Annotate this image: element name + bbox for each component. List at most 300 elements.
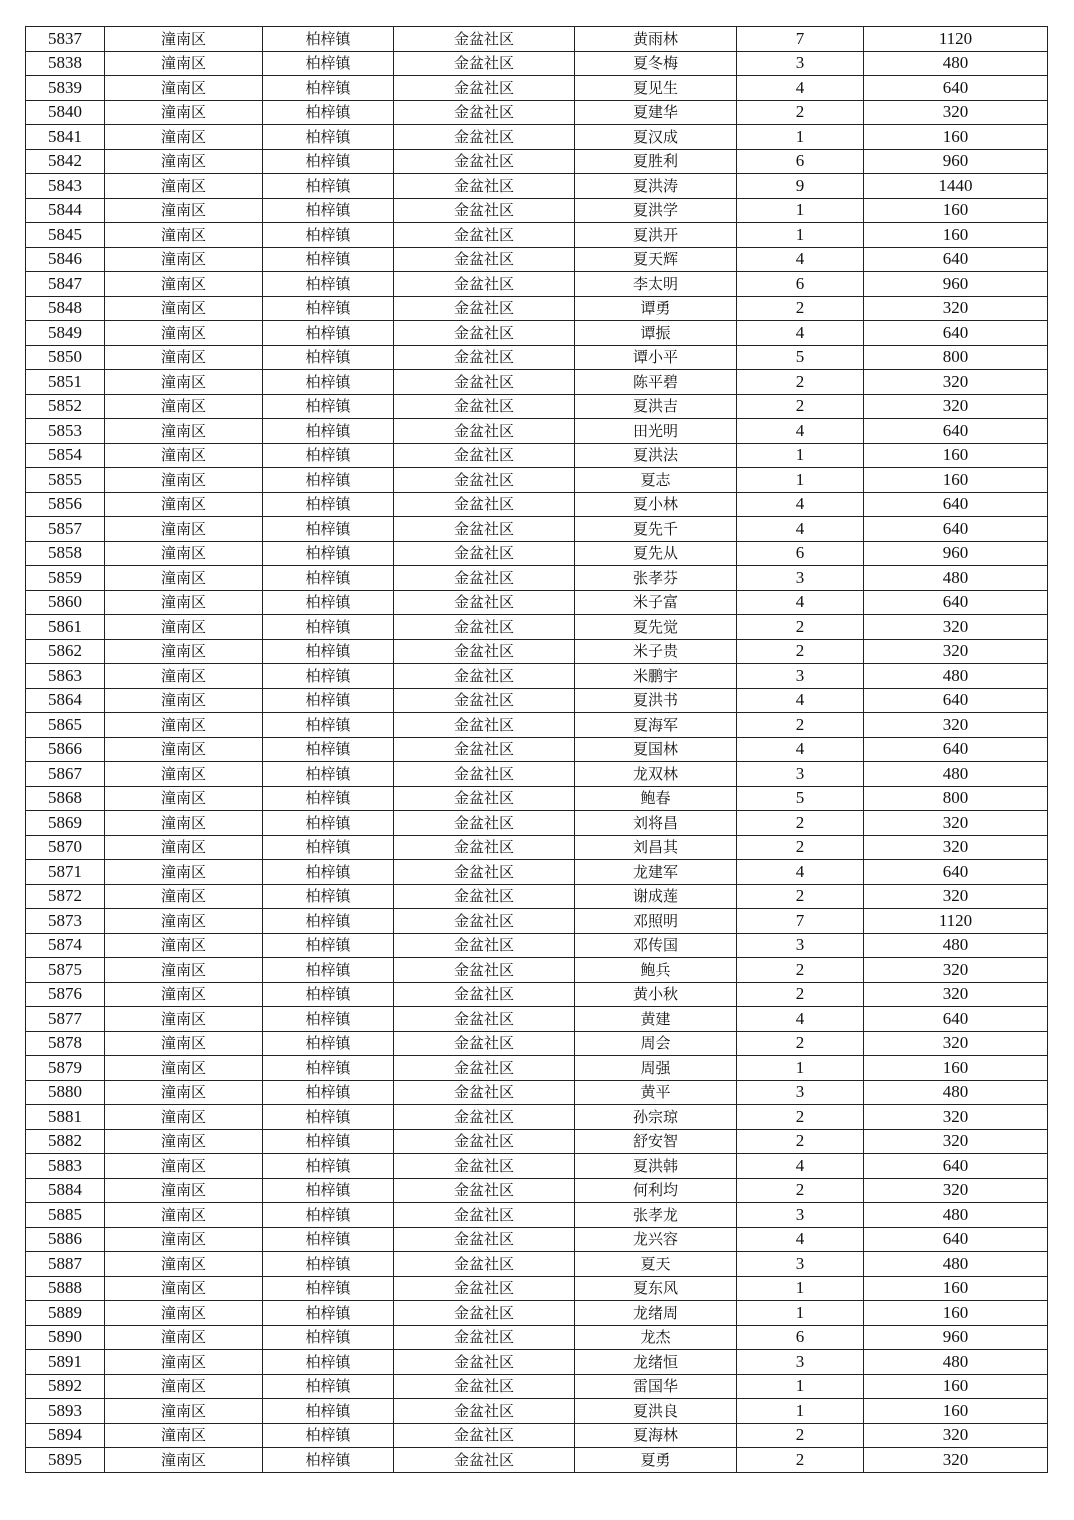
cell-district: 潼南区	[105, 590, 263, 615]
cell-seq: 5848	[26, 296, 105, 321]
cell-amount: 160	[864, 223, 1048, 248]
cell-persons: 1	[737, 125, 864, 150]
cell-persons: 2	[737, 1448, 864, 1473]
cell-town: 柏梓镇	[263, 1350, 394, 1375]
cell-amount: 640	[864, 1227, 1048, 1252]
cell-name: 舒安智	[575, 1129, 737, 1154]
table-row	[26, 492, 1048, 517]
cell-community: 金盆社区	[394, 909, 575, 934]
cell-name: 夏海军	[575, 713, 737, 738]
cell-amount: 640	[864, 737, 1048, 762]
cell-name: 夏洪学	[575, 198, 737, 223]
cell-town: 柏梓镇	[263, 1080, 394, 1105]
cell-community: 金盆社区	[394, 51, 575, 76]
cell-persons: 7	[737, 909, 864, 934]
cell-community: 金盆社区	[394, 664, 575, 689]
cell-persons: 2	[737, 982, 864, 1007]
cell-amount: 960	[864, 1325, 1048, 1350]
cell-name: 龙双林	[575, 762, 737, 787]
cell-town: 柏梓镇	[263, 664, 394, 689]
cell-district: 潼南区	[105, 468, 263, 493]
table-row	[26, 1154, 1048, 1179]
cell-persons: 4	[737, 860, 864, 885]
cell-seq: 5877	[26, 1007, 105, 1032]
cell-district: 潼南区	[105, 541, 263, 566]
table-row	[26, 1448, 1048, 1473]
cell-district: 潼南区	[105, 1203, 263, 1228]
table-row	[26, 737, 1048, 762]
cell-town: 柏梓镇	[263, 1325, 394, 1350]
cell-seq: 5884	[26, 1178, 105, 1203]
cell-town: 柏梓镇	[263, 811, 394, 836]
cell-seq: 5860	[26, 590, 105, 615]
cell-name: 黄雨林	[575, 27, 737, 52]
cell-district: 潼南区	[105, 443, 263, 468]
cell-amount: 320	[864, 1129, 1048, 1154]
table-row	[26, 884, 1048, 909]
cell-name: 夏洪吉	[575, 394, 737, 419]
cell-seq: 5837	[26, 27, 105, 52]
cell-seq: 5866	[26, 737, 105, 762]
cell-town: 柏梓镇	[263, 247, 394, 272]
cell-district: 潼南区	[105, 688, 263, 713]
cell-name: 夏胜利	[575, 149, 737, 174]
cell-name: 黄小秋	[575, 982, 737, 1007]
cell-district: 潼南区	[105, 1154, 263, 1179]
cell-community: 金盆社区	[394, 860, 575, 885]
cell-town: 柏梓镇	[263, 639, 394, 664]
cell-town: 柏梓镇	[263, 1178, 394, 1203]
cell-persons: 2	[737, 296, 864, 321]
cell-town: 柏梓镇	[263, 933, 394, 958]
cell-amount: 480	[864, 1350, 1048, 1375]
cell-community: 金盆社区	[394, 1350, 575, 1375]
cell-seq: 5850	[26, 345, 105, 370]
cell-seq: 5875	[26, 958, 105, 983]
cell-name: 黄平	[575, 1080, 737, 1105]
cell-name: 谢成莲	[575, 884, 737, 909]
cell-name: 黄建	[575, 1007, 737, 1032]
cell-name: 刘将昌	[575, 811, 737, 836]
cell-amount: 160	[864, 198, 1048, 223]
cell-amount: 480	[864, 1203, 1048, 1228]
cell-seq: 5867	[26, 762, 105, 787]
cell-town: 柏梓镇	[263, 1056, 394, 1081]
cell-town: 柏梓镇	[263, 296, 394, 321]
cell-district: 潼南区	[105, 615, 263, 640]
cell-town: 柏梓镇	[263, 1227, 394, 1252]
cell-persons: 2	[737, 713, 864, 738]
table-row	[26, 958, 1048, 983]
cell-amount: 640	[864, 419, 1048, 444]
cell-community: 金盆社区	[394, 100, 575, 125]
cell-seq: 5861	[26, 615, 105, 640]
cell-district: 潼南区	[105, 247, 263, 272]
cell-community: 金盆社区	[394, 1080, 575, 1105]
cell-community: 金盆社区	[394, 1007, 575, 1032]
cell-district: 潼南区	[105, 811, 263, 836]
cell-district: 潼南区	[105, 958, 263, 983]
cell-seq: 5885	[26, 1203, 105, 1228]
cell-name: 夏小林	[575, 492, 737, 517]
cell-district: 潼南区	[105, 419, 263, 444]
cell-persons: 2	[737, 100, 864, 125]
cell-seq: 5890	[26, 1325, 105, 1350]
cell-persons: 2	[737, 1031, 864, 1056]
cell-town: 柏梓镇	[263, 76, 394, 101]
cell-seq: 5856	[26, 492, 105, 517]
cell-seq: 5847	[26, 272, 105, 297]
table-row	[26, 247, 1048, 272]
cell-district: 潼南区	[105, 198, 263, 223]
cell-community: 金盆社区	[394, 737, 575, 762]
cell-name: 夏冬梅	[575, 51, 737, 76]
cell-persons: 4	[737, 1227, 864, 1252]
cell-persons: 2	[737, 1423, 864, 1448]
cell-district: 潼南区	[105, 321, 263, 346]
cell-persons: 4	[737, 247, 864, 272]
cell-town: 柏梓镇	[263, 272, 394, 297]
cell-seq: 5845	[26, 223, 105, 248]
cell-name: 夏天辉	[575, 247, 737, 272]
cell-persons: 1	[737, 198, 864, 223]
cell-community: 金盆社区	[394, 713, 575, 738]
cell-seq: 5895	[26, 1448, 105, 1473]
cell-amount: 640	[864, 1007, 1048, 1032]
cell-seq: 5873	[26, 909, 105, 934]
cell-name: 邓照明	[575, 909, 737, 934]
cell-community: 金盆社区	[394, 272, 575, 297]
cell-name: 周强	[575, 1056, 737, 1081]
cell-name: 孙宗琼	[575, 1105, 737, 1130]
document-table-container	[25, 26, 1047, 1473]
cell-amount: 480	[864, 566, 1048, 591]
cell-persons: 2	[737, 615, 864, 640]
cell-name: 夏海林	[575, 1423, 737, 1448]
cell-seq: 5886	[26, 1227, 105, 1252]
table-row	[26, 51, 1048, 76]
cell-community: 金盆社区	[394, 982, 575, 1007]
cell-community: 金盆社区	[394, 1129, 575, 1154]
cell-persons: 1	[737, 223, 864, 248]
table-row	[26, 933, 1048, 958]
cell-town: 柏梓镇	[263, 223, 394, 248]
cell-town: 柏梓镇	[263, 982, 394, 1007]
cell-town: 柏梓镇	[263, 884, 394, 909]
cell-town: 柏梓镇	[263, 590, 394, 615]
cell-seq: 5864	[26, 688, 105, 713]
cell-community: 金盆社区	[394, 370, 575, 395]
cell-amount: 800	[864, 345, 1048, 370]
cell-community: 金盆社区	[394, 1105, 575, 1130]
cell-name: 田光明	[575, 419, 737, 444]
cell-persons: 4	[737, 1007, 864, 1032]
cell-name: 谭勇	[575, 296, 737, 321]
cell-seq: 5893	[26, 1399, 105, 1424]
cell-name: 龙杰	[575, 1325, 737, 1350]
cell-name: 夏东风	[575, 1276, 737, 1301]
cell-persons: 3	[737, 51, 864, 76]
cell-seq: 5894	[26, 1423, 105, 1448]
cell-name: 夏见生	[575, 76, 737, 101]
cell-name: 龙绪恒	[575, 1350, 737, 1375]
table-row	[26, 541, 1048, 566]
cell-town: 柏梓镇	[263, 517, 394, 542]
cell-district: 潼南区	[105, 737, 263, 762]
cell-name: 李太明	[575, 272, 737, 297]
cell-amount: 640	[864, 590, 1048, 615]
table-row	[26, 566, 1048, 591]
cell-name: 何利均	[575, 1178, 737, 1203]
cell-persons: 2	[737, 884, 864, 909]
cell-amount: 640	[864, 860, 1048, 885]
cell-seq: 5880	[26, 1080, 105, 1105]
cell-town: 柏梓镇	[263, 394, 394, 419]
cell-seq: 5840	[26, 100, 105, 125]
cell-district: 潼南区	[105, 1129, 263, 1154]
cell-seq: 5869	[26, 811, 105, 836]
cell-persons: 7	[737, 27, 864, 52]
cell-amount: 320	[864, 615, 1048, 640]
table-row	[26, 345, 1048, 370]
cell-seq: 5854	[26, 443, 105, 468]
cell-amount: 1440	[864, 174, 1048, 199]
cell-community: 金盆社区	[394, 27, 575, 52]
table-row	[26, 1301, 1048, 1326]
cell-district: 潼南区	[105, 1374, 263, 1399]
cell-seq: 5879	[26, 1056, 105, 1081]
cell-community: 金盆社区	[394, 590, 575, 615]
cell-seq: 5849	[26, 321, 105, 346]
cell-seq: 5865	[26, 713, 105, 738]
cell-town: 柏梓镇	[263, 1129, 394, 1154]
cell-amount: 320	[864, 1423, 1048, 1448]
table-row	[26, 1105, 1048, 1130]
cell-persons: 3	[737, 664, 864, 689]
table-row	[26, 1374, 1048, 1399]
table-row	[26, 1007, 1048, 1032]
cell-seq: 5889	[26, 1301, 105, 1326]
cell-district: 潼南区	[105, 100, 263, 125]
cell-persons: 6	[737, 541, 864, 566]
cell-seq: 5868	[26, 786, 105, 811]
cell-community: 金盆社区	[394, 1178, 575, 1203]
cell-town: 柏梓镇	[263, 1154, 394, 1179]
cell-name: 谭振	[575, 321, 737, 346]
cell-community: 金盆社区	[394, 1227, 575, 1252]
cell-community: 金盆社区	[394, 688, 575, 713]
cell-district: 潼南区	[105, 1301, 263, 1326]
table-row	[26, 860, 1048, 885]
cell-district: 潼南区	[105, 1056, 263, 1081]
table-row	[26, 321, 1048, 346]
cell-persons: 3	[737, 1080, 864, 1105]
table-row	[26, 1080, 1048, 1105]
cell-amount: 320	[864, 1448, 1048, 1473]
cell-amount: 960	[864, 272, 1048, 297]
cell-district: 潼南区	[105, 860, 263, 885]
cell-district: 潼南区	[105, 51, 263, 76]
cell-district: 潼南区	[105, 639, 263, 664]
cell-amount: 320	[864, 958, 1048, 983]
cell-persons: 1	[737, 1374, 864, 1399]
cell-district: 潼南区	[105, 174, 263, 199]
cell-town: 柏梓镇	[263, 958, 394, 983]
cell-persons: 6	[737, 272, 864, 297]
cell-community: 金盆社区	[394, 1325, 575, 1350]
cell-persons: 2	[737, 811, 864, 836]
cell-amount: 160	[864, 1276, 1048, 1301]
cell-seq: 5870	[26, 835, 105, 860]
cell-community: 金盆社区	[394, 419, 575, 444]
cell-community: 金盆社区	[394, 174, 575, 199]
cell-name: 龙建军	[575, 860, 737, 885]
cell-persons: 3	[737, 1252, 864, 1277]
table-row	[26, 272, 1048, 297]
cell-town: 柏梓镇	[263, 1423, 394, 1448]
cell-amount: 320	[864, 811, 1048, 836]
cell-name: 邓传国	[575, 933, 737, 958]
cell-community: 金盆社区	[394, 443, 575, 468]
cell-amount: 160	[864, 1301, 1048, 1326]
cell-seq: 5888	[26, 1276, 105, 1301]
cell-seq: 5892	[26, 1374, 105, 1399]
cell-town: 柏梓镇	[263, 860, 394, 885]
cell-town: 柏梓镇	[263, 1031, 394, 1056]
cell-persons: 2	[737, 1105, 864, 1130]
cell-name: 夏汉成	[575, 125, 737, 150]
cell-amount: 320	[864, 884, 1048, 909]
cell-amount: 480	[864, 51, 1048, 76]
cell-persons: 6	[737, 149, 864, 174]
cell-district: 潼南区	[105, 1399, 263, 1424]
cell-community: 金盆社区	[394, 811, 575, 836]
cell-seq: 5862	[26, 639, 105, 664]
cell-amount: 320	[864, 713, 1048, 738]
cell-district: 潼南区	[105, 835, 263, 860]
table-row	[26, 1276, 1048, 1301]
cell-community: 金盆社区	[394, 1448, 575, 1473]
cell-town: 柏梓镇	[263, 762, 394, 787]
cell-seq: 5872	[26, 884, 105, 909]
cell-town: 柏梓镇	[263, 615, 394, 640]
cell-community: 金盆社区	[394, 492, 575, 517]
cell-town: 柏梓镇	[263, 443, 394, 468]
cell-district: 潼南区	[105, 76, 263, 101]
cell-town: 柏梓镇	[263, 566, 394, 591]
cell-town: 柏梓镇	[263, 909, 394, 934]
cell-amount: 320	[864, 982, 1048, 1007]
cell-community: 金盆社区	[394, 468, 575, 493]
cell-district: 潼南区	[105, 1325, 263, 1350]
cell-district: 潼南区	[105, 517, 263, 542]
table-row	[26, 982, 1048, 1007]
cell-community: 金盆社区	[394, 1423, 575, 1448]
cell-seq: 5887	[26, 1252, 105, 1277]
table-row	[26, 786, 1048, 811]
cell-district: 潼南区	[105, 933, 263, 958]
cell-community: 金盆社区	[394, 345, 575, 370]
cell-district: 潼南区	[105, 1080, 263, 1105]
cell-amount: 160	[864, 1056, 1048, 1081]
cell-seq: 5882	[26, 1129, 105, 1154]
cell-district: 潼南区	[105, 1227, 263, 1252]
cell-community: 金盆社区	[394, 125, 575, 150]
cell-amount: 640	[864, 688, 1048, 713]
cell-persons: 4	[737, 590, 864, 615]
cell-name: 陈平碧	[575, 370, 737, 395]
cell-community: 金盆社区	[394, 76, 575, 101]
cell-persons: 2	[737, 394, 864, 419]
cell-district: 潼南区	[105, 1031, 263, 1056]
cell-persons: 5	[737, 345, 864, 370]
cell-community: 金盆社区	[394, 1056, 575, 1081]
cell-town: 柏梓镇	[263, 27, 394, 52]
cell-seq: 5851	[26, 370, 105, 395]
cell-amount: 640	[864, 76, 1048, 101]
table-row	[26, 198, 1048, 223]
cell-amount: 480	[864, 1252, 1048, 1277]
cell-persons: 4	[737, 737, 864, 762]
cell-town: 柏梓镇	[263, 1007, 394, 1032]
cell-seq: 5857	[26, 517, 105, 542]
cell-district: 潼南区	[105, 1105, 263, 1130]
cell-town: 柏梓镇	[263, 198, 394, 223]
cell-town: 柏梓镇	[263, 1252, 394, 1277]
cell-persons: 4	[737, 492, 864, 517]
cell-community: 金盆社区	[394, 884, 575, 909]
table-row	[26, 1227, 1048, 1252]
cell-community: 金盆社区	[394, 223, 575, 248]
table-row	[26, 1178, 1048, 1203]
cell-name: 米鹏宇	[575, 664, 737, 689]
cell-community: 金盆社区	[394, 321, 575, 346]
cell-persons: 2	[737, 1129, 864, 1154]
cell-town: 柏梓镇	[263, 1399, 394, 1424]
cell-community: 金盆社区	[394, 1399, 575, 1424]
table-row	[26, 1399, 1048, 1424]
cell-name: 夏建华	[575, 100, 737, 125]
cell-district: 潼南区	[105, 1178, 263, 1203]
cell-name: 龙绪周	[575, 1301, 737, 1326]
cell-persons: 1	[737, 1301, 864, 1326]
table-row	[26, 1056, 1048, 1081]
cell-community: 金盆社区	[394, 198, 575, 223]
cell-seq: 5839	[26, 76, 105, 101]
cell-seq: 5855	[26, 468, 105, 493]
table-row	[26, 419, 1048, 444]
cell-persons: 1	[737, 468, 864, 493]
cell-amount: 320	[864, 1031, 1048, 1056]
table-row	[26, 835, 1048, 860]
cell-amount: 160	[864, 1374, 1048, 1399]
cell-town: 柏梓镇	[263, 835, 394, 860]
cell-name: 夏国林	[575, 737, 737, 762]
cell-amount: 640	[864, 321, 1048, 346]
table-row	[26, 27, 1048, 52]
cell-name: 夏先觉	[575, 615, 737, 640]
cell-persons: 9	[737, 174, 864, 199]
cell-district: 潼南区	[105, 786, 263, 811]
table-row	[26, 639, 1048, 664]
cell-community: 金盆社区	[394, 933, 575, 958]
cell-persons: 4	[737, 419, 864, 444]
cell-name: 张孝龙	[575, 1203, 737, 1228]
cell-district: 潼南区	[105, 1448, 263, 1473]
cell-community: 金盆社区	[394, 1276, 575, 1301]
cell-town: 柏梓镇	[263, 541, 394, 566]
table-body	[26, 27, 1048, 1473]
